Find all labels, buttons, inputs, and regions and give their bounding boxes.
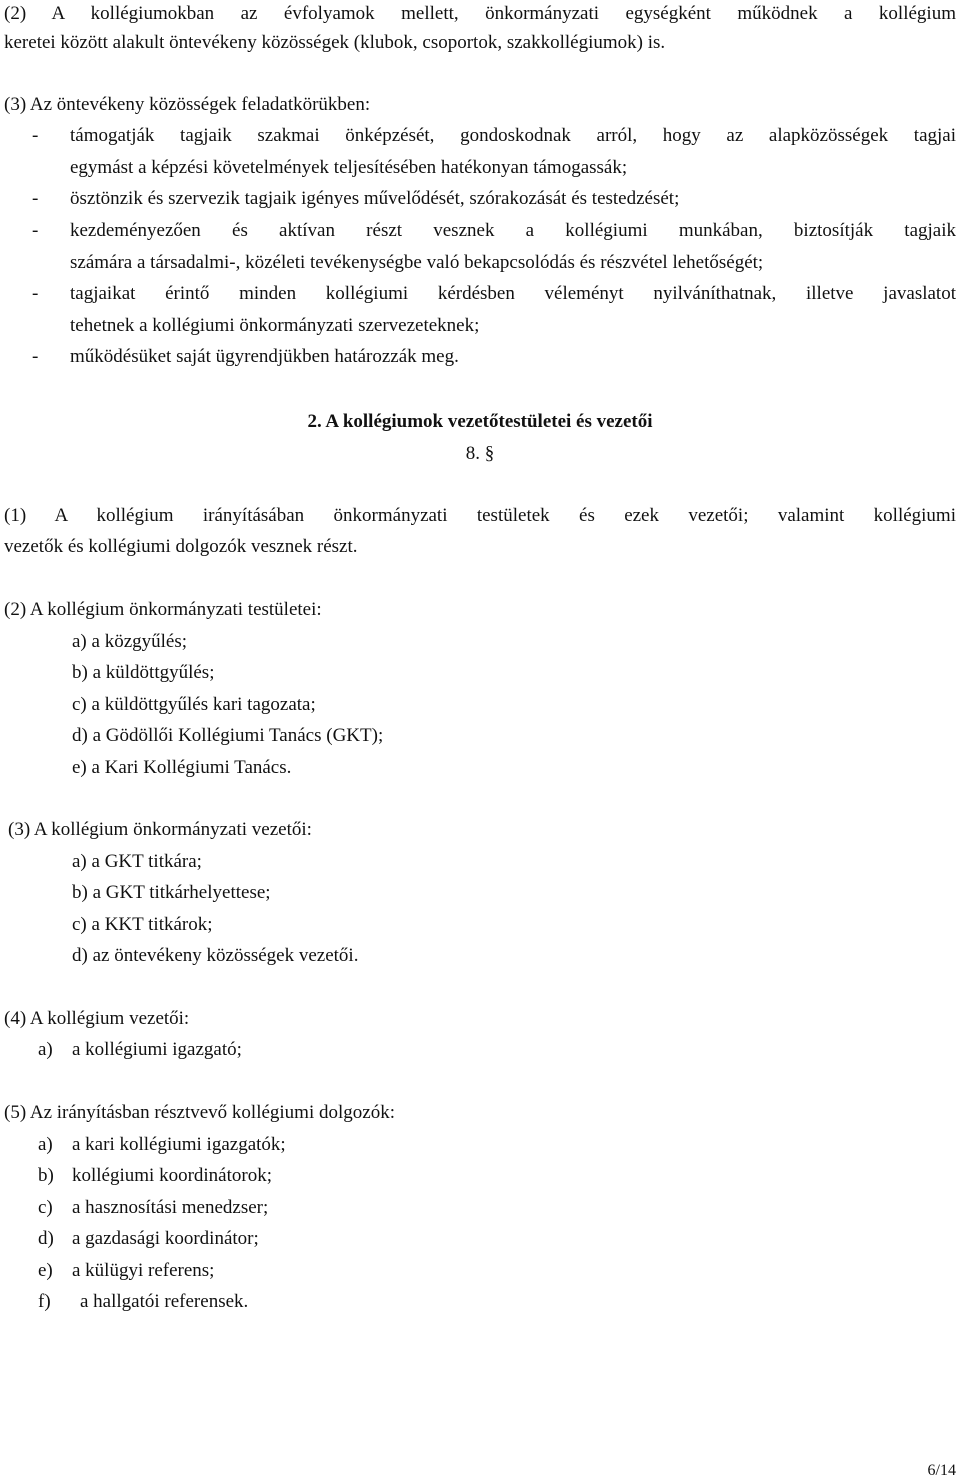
list-item: a külügyi referens; xyxy=(72,1260,215,1281)
list-item: ösztönzik és szervezik tagjaik igényes művelődését, szórakozását és testedzését; xyxy=(70,188,680,209)
list-item: b) a GKT titkárhelyettese; xyxy=(72,882,271,903)
list-item: c) a KKT titkárok; xyxy=(72,914,213,935)
list-item-cont: tehetnek a kollégiumi önkormányzati szervezeteknek; xyxy=(70,315,480,336)
list-label: e) xyxy=(38,1260,53,1281)
section-number: 8. § xyxy=(465,443,495,464)
list-item: a hallgatói referensek. xyxy=(80,1291,249,1312)
list-label: a) xyxy=(38,1039,53,1060)
list-dash: - xyxy=(32,188,39,209)
para-intro: (2) A kollégium önkormányzati testületei: xyxy=(4,599,322,620)
list-label: b) xyxy=(38,1165,54,1186)
para-intro: (3) A kollégium önkormányzati vezetői: xyxy=(8,819,312,840)
list-item: a) a közgyűlés; xyxy=(72,631,188,652)
para-intro: (3) Az öntevékeny közösségek feladatkörükben: xyxy=(4,94,371,115)
list-item: e) a Kari Kollégiumi Tanács. xyxy=(72,757,292,778)
list-item: a hasznosítási menedzser; xyxy=(72,1197,269,1218)
section-heading: 2. A kollégiumok vezetőtestületei és vezetői xyxy=(307,411,653,432)
list-dash: - xyxy=(32,346,39,367)
list-item: c) a küldöttgyűlés kari tagozata; xyxy=(72,694,316,715)
list-item: tagjaikat érintő minden kollégiumi kérdésben véleményt nyilváníthatnak, illetve javaslatot xyxy=(70,283,956,304)
page-number: 6/14 xyxy=(927,1462,956,1479)
para-intro: (4) A kollégium vezetői: xyxy=(4,1008,190,1029)
list-item-cont: számára a társadalmi-, közéleti tevékenységbe való bekapcsolódás és részvétel lehetőségét; xyxy=(70,252,764,273)
list-label: d) xyxy=(38,1228,54,1249)
para-intro: (5) Az irányításban résztvevő kollégiumi dolgozók: xyxy=(4,1102,395,1123)
list-item: a kari kollégiumi igazgatók; xyxy=(72,1134,286,1155)
list-item: d) a Gödöllői Kollégiumi Tanács (GKT); xyxy=(72,725,384,746)
list-item: kezdeményezően és aktívan részt vesznek a kollégiumi munkában, biztosítják tagjaik xyxy=(70,220,956,241)
para-line: vezetők és kollégiumi dolgozók vesznek részt. xyxy=(4,536,358,557)
list-item: a gazdasági koordinátor; xyxy=(72,1228,259,1249)
list-label: f) xyxy=(38,1291,51,1312)
para-line: (2) A kollégiumokban az évfolyamok mellett, önkormányzati egységként működnek a kollégium xyxy=(4,3,956,24)
list-item: kollégiumi koordinátorok; xyxy=(72,1165,273,1186)
list-item: támogatják tagjaik szakmai önképzését, gondoskodnak arról, hogy az alapközösségek tagjai xyxy=(70,125,956,146)
list-label: c) xyxy=(38,1197,53,1218)
list-item: működésüket saját ügyrendjükben határozzák meg. xyxy=(70,346,459,367)
para-line: keretei között alakult öntevékeny közösségek (klubok, csoportok, szakkollégiumok) is. xyxy=(4,32,666,53)
list-label: a) xyxy=(38,1134,53,1155)
list-item: a kollégiumi igazgató; xyxy=(72,1039,242,1060)
list-dash: - xyxy=(32,220,39,241)
list-item: d) az öntevékeny közösségek vezetői. xyxy=(72,945,359,966)
para-line: (1) A kollégium irányításában önkormányzati testületek és ezek vezetői; valamint kollégiumi xyxy=(4,505,956,526)
list-item-cont: egymást a képzési követelmények teljesítésében hatékonyan támogassák; xyxy=(70,157,628,178)
list-item: b) a küldöttgyűlés; xyxy=(72,662,215,683)
list-dash: - xyxy=(32,125,39,146)
list-item: a) a GKT titkára; xyxy=(72,851,202,872)
list-dash: - xyxy=(32,283,39,304)
